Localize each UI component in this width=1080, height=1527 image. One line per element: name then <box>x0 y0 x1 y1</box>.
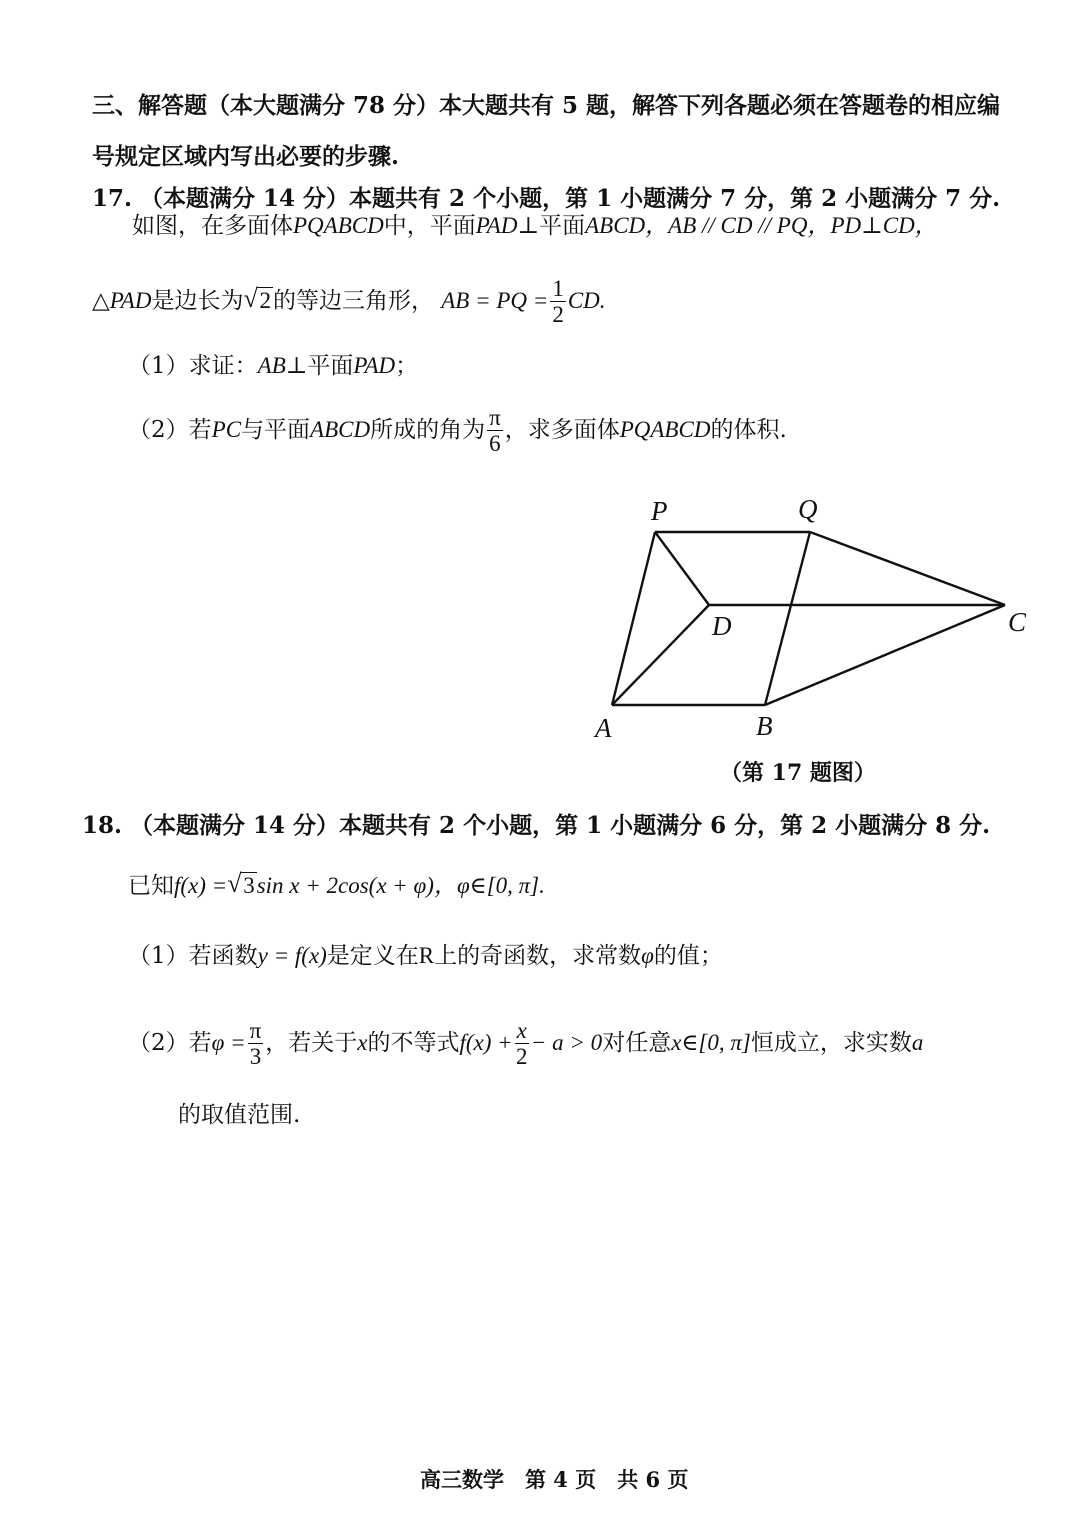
section-heading-line2: 号规定区域内写出必要的步骤. <box>92 143 400 170</box>
vertex-label-D: D <box>712 611 732 641</box>
q18-part1-phi: φ <box>641 943 654 968</box>
q18-header-text: （本题满分 14 分）本题共有 2 个小题，第 1 小题满分 6 分，第 2 小题满分 8 分. <box>130 812 991 839</box>
q18-part1-func: y = f(x) <box>257 943 327 968</box>
q17-part2-angle-text: 所成的角为 <box>370 416 486 443</box>
edge-BC <box>765 605 1005 705</box>
q17-part1-pad: PAD <box>353 353 396 378</box>
q17-plane-abcd: ABCD <box>585 213 646 238</box>
vertex-label-Q: Q <box>798 494 818 524</box>
q18-given <box>128 869 545 901</box>
q17-number: 17. <box>92 185 133 212</box>
q17-sqrt-radicand: 2 <box>259 287 271 313</box>
q18-part1 <box>128 942 723 971</box>
q18-part1-end: 的值； <box>653 943 723 969</box>
edge-PD <box>655 532 709 605</box>
q18-given-text: 已知 <box>128 873 174 899</box>
q17-sqrt: √ 2 <box>243 283 271 313</box>
q17-perp-text: ⊥平面 <box>517 213 586 239</box>
q17-figure <box>585 490 1055 790</box>
q17-part2-text2: ，求多面体 <box>504 416 620 443</box>
q17-half-num: 1 <box>552 276 564 301</box>
q17-part1-ab: AB <box>257 353 286 378</box>
q17-poly-name: PQABCD <box>293 213 384 238</box>
q17-figure-edges <box>612 532 1005 705</box>
q18-x-fraction <box>515 1018 529 1070</box>
vertex-label-C: C <box>1008 607 1027 637</box>
q18-x-num: x <box>516 1018 527 1043</box>
q18-pi-den: 3 <box>249 1044 262 1070</box>
q17-part2 <box>128 405 787 457</box>
q18-part1-reals: R <box>418 943 435 968</box>
q18-part2 <box>128 1018 923 1070</box>
q17-triangle-name: △PAD <box>92 287 152 313</box>
q18-part2-text3: 对任意 <box>602 1029 672 1056</box>
q18-x-den: 2 <box>516 1044 528 1070</box>
q17-part2-label: （2）若 <box>128 416 212 443</box>
q18-part2-fx: f(x) + <box>459 1029 513 1055</box>
q17-given-text2: 中，平面 <box>383 213 476 239</box>
q17-part2-pc: PC <box>211 416 242 442</box>
q17-parallel-cond: ，AB // CD // PQ，PD⊥CD， <box>645 213 938 238</box>
edge-AD <box>612 605 709 705</box>
page-footer: 高三数学 第 4 页 共 6 页 <box>420 1467 689 1492</box>
section-heading-line1: 三、解答题（本大题满分 78 分）本大题共有 5 题，解答下列各题必须在答题卷的相应编 <box>92 92 1001 119</box>
edge-PA <box>612 532 655 705</box>
q17-part2-poly: PQABCD <box>619 416 711 442</box>
q18-part1-text: 是定义在 <box>326 943 419 969</box>
q17-part2-text: 与平面 <box>241 416 311 443</box>
q18-part2-ineq: − a > 0 <box>530 1029 603 1055</box>
q17-half-den: 2 <box>552 302 564 328</box>
q18-header <box>82 812 990 840</box>
edge-QB <box>765 532 810 705</box>
q17-part1 <box>128 352 418 381</box>
q17-header-text: （本题满分 14 分）本题共有 2 个小题，第 1 小题满分 7 分，第 2 小题满分 7 分. <box>140 185 1001 212</box>
q18-part1-text2: 上的奇函数，求常数 <box>434 943 642 969</box>
q17-triangle-text2: 的等边三角形， <box>272 287 434 314</box>
q18-part2-text4: 恒成立，求实数 <box>750 1029 912 1056</box>
vertex-label-A: A <box>595 713 612 743</box>
q17-equation-left: AB = PQ = <box>441 287 549 313</box>
q18-function-body: sin x + 2cos(x + φ)，φ∈[0, π]. <box>256 873 545 898</box>
q17-part1-perp: ⊥平面 <box>285 353 354 379</box>
q18-part2-phi: φ = <box>211 1029 246 1055</box>
q17-pi-fraction <box>487 405 503 457</box>
q18-sqrt: √ 3 <box>227 869 255 898</box>
q17-figure-caption: （第 17 题图） <box>720 760 876 786</box>
q17-pi-den: 6 <box>489 431 501 457</box>
vertex-label-B: B <box>756 711 773 741</box>
q18-number: 18. <box>82 812 123 839</box>
q17-pi-num: π <box>489 405 501 430</box>
q18-sqrt-radicand: 3 <box>243 873 255 898</box>
q18-part2-cont: 的取值范围. <box>178 1102 301 1128</box>
q18-part2-a: a <box>911 1029 924 1055</box>
q18-part2-text2: 的不等式 <box>367 1029 460 1056</box>
q17-plane-pad: PAD <box>475 213 518 238</box>
q17-header <box>92 185 1000 213</box>
q18-part2-interval: x∈[0, π] <box>671 1029 751 1055</box>
edge-QC <box>810 532 1005 605</box>
q17-part1-label: （1）求证： <box>128 353 258 379</box>
q17-part2-end: 的体积. <box>710 416 787 443</box>
q18-pi-num: π <box>249 1018 262 1043</box>
q18-fx: f(x) = <box>174 873 228 898</box>
q18-part2-label: （2）若 <box>128 1029 212 1056</box>
q18-pi-fraction <box>248 1018 264 1070</box>
q17-triangle-text: 是边长为 <box>151 287 244 314</box>
q17-part1-end: ； <box>395 353 419 379</box>
vertex-label-P: P <box>651 496 668 526</box>
q18-part2-x: x <box>357 1029 368 1055</box>
q17-given <box>132 212 938 241</box>
q17-part2-abcd: ABCD <box>310 416 371 442</box>
q17-triangle-line <box>92 276 606 328</box>
q17-equation-right: CD. <box>567 287 606 313</box>
q17-half-fraction <box>550 276 566 328</box>
q18-part2-text: ，若关于 <box>265 1029 358 1056</box>
q18-part1-label: （1）若函数 <box>128 943 258 969</box>
q17-given-text: 如图，在多面体 <box>132 213 293 239</box>
